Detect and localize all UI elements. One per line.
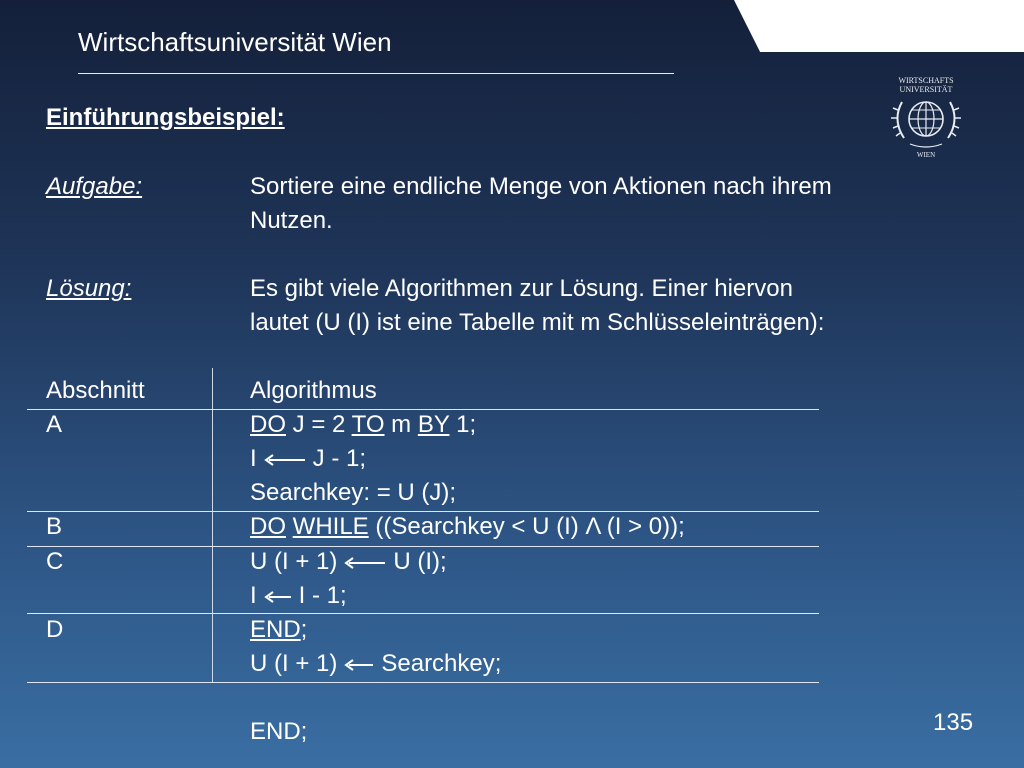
code-fragment: U (I + 1): [250, 650, 338, 677]
code-fragment: I: [250, 445, 257, 472]
code-fragment: 1;: [449, 411, 477, 438]
table-column-divider: [212, 368, 213, 682]
section-label-c: C: [46, 548, 64, 575]
code-fragment: ((Searchkey < U (I) Λ (I > 0));: [368, 513, 685, 540]
task-text-line2: Nutzen.: [250, 207, 333, 234]
code-line-b1: [250, 512, 685, 542]
page-number: 135: [933, 709, 974, 736]
code-line-d1: [250, 615, 307, 645]
svg-text:WIEN: WIEN: [916, 151, 936, 159]
code-line-c1: [250, 547, 447, 577]
header-corner-decoration: [734, 0, 1024, 52]
table-row-divider: [27, 682, 819, 683]
keyword-by: BY: [417, 411, 450, 438]
table-header-section: Abschnitt: [46, 377, 145, 404]
assignment-arrow-icon: [263, 590, 293, 604]
slide-heading: Einführungsbeispiel:: [46, 104, 285, 131]
code-fragment: ;: [300, 616, 308, 643]
section-label-a: A: [46, 411, 63, 438]
section-label-b: B: [46, 513, 63, 540]
code-fragment: J - 1;: [312, 445, 367, 472]
table-header-algorithm: Algorithmus: [250, 377, 377, 404]
code-fragment: U (I + 1): [250, 548, 338, 575]
table-row-divider: [27, 613, 819, 614]
code-fragment: I - 1;: [298, 582, 347, 609]
code-fragment: U (I);: [393, 548, 447, 575]
code-line-c2: [250, 581, 347, 611]
task-text-line1: Sortiere eine endliche Menge von Aktionen nach ihrem: [250, 173, 832, 200]
code-line-a1: [250, 410, 476, 440]
keyword-do: DO: [250, 411, 286, 438]
keyword-while: WHILE: [292, 513, 369, 540]
code-fragment: I: [250, 582, 257, 609]
university-seal-logo: [880, 74, 972, 160]
university-name: Wirtschaftsuniversität Wien: [78, 27, 392, 57]
solution-text-line1: Es gibt viele Algorithmen zur Lösung. Einer hiervon: [250, 275, 793, 302]
code-line-end: END;: [250, 718, 308, 745]
task-label: Aufgabe:: [46, 173, 143, 200]
code-line-a2: [250, 444, 366, 474]
section-label-d: D: [46, 616, 64, 643]
svg-text:UNIVERSITÄT: UNIVERSITÄT: [899, 85, 953, 94]
keyword-to: TO: [351, 411, 385, 438]
code-fragment: J = 2: [286, 411, 352, 438]
header-rule: [78, 73, 674, 74]
code-fragment: Searchkey;: [381, 650, 502, 677]
solution-text-line2: lautet (U (I) ist eine Tabelle mit m Schlüsseleinträgen):: [250, 309, 825, 336]
assignment-arrow-icon: [343, 556, 387, 570]
keyword-do: DO: [250, 513, 286, 540]
svg-text:WIRTSCHAFTS: WIRTSCHAFTS: [898, 76, 954, 85]
assignment-arrow-icon: [263, 453, 307, 467]
code-fragment: m: [384, 411, 418, 438]
solution-label: Lösung:: [46, 275, 132, 302]
keyword-end: END: [250, 616, 301, 643]
code-line-a3: Searchkey: = U (J);: [250, 479, 457, 506]
assignment-arrow-icon: [343, 658, 375, 672]
code-line-d2: [250, 649, 501, 679]
